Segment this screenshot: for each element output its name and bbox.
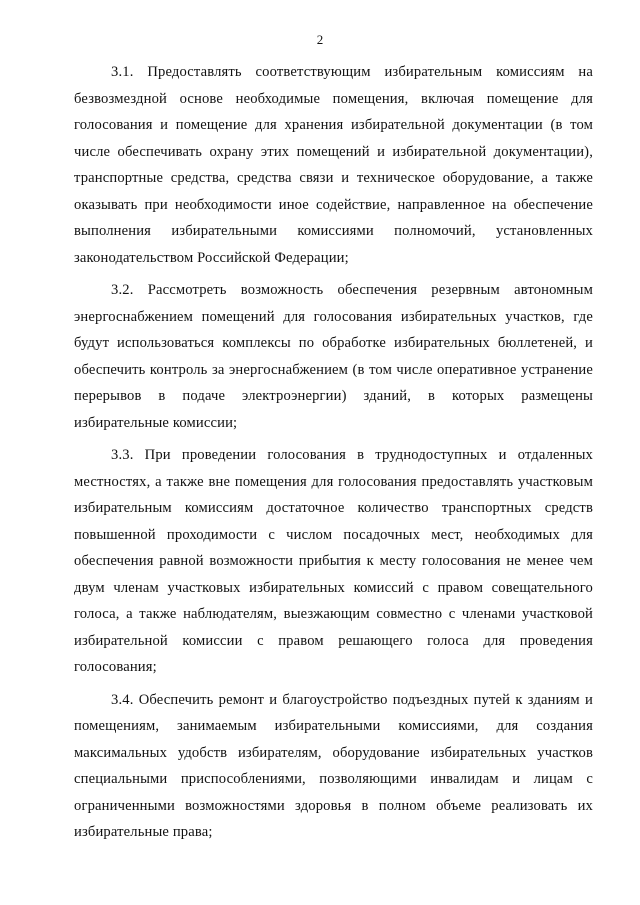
clause-3-3: 3.3. При проведении голосования в труднодоступных и отдаленных местностях, а также вне помещения для голосования предоставлять участковым избирательным комиссиям достаточное количество транспортных средств повышенной проходимости с числом посадочных мест, необходимых для обеспечения равной возможности прибытия к месту голосования не менее чем двум членам участковых избирательных комиссий с правом совещательного голоса, а также наблюдателям, выезжающим совместно с членами участковой избирательной комиссии с правом решающего голоса для проведения голосования; bbox=[74, 447, 593, 675]
page-number: 2 bbox=[316, 32, 324, 47]
document-body bbox=[74, 59, 593, 846]
clause-3-1: 3.1. Предоставлять соответствующим избирательным комиссиям на безвозмездной основе необходимые помещения, включая помещение для голосования и помещение для хранения избирательной документации (в том числе обеспечивать охрану этих помещений и избирательной документации), транспортные средства, средства связи и техническое оборудование, а также оказывать при необходимости иное содействие, направленное на обеспечение выполнения избирательными комиссиями полномочий, установленных законодательством Российской Федерации; bbox=[74, 64, 593, 266]
clause-3-2: 3.2. Рассмотреть возможность обеспечения резервным автономным энергоснабжением помещений для голосования избирательных участков, где будут использоваться комплексы по обработке избирательных бюллетеней, и обеспечить контроль за энергоснабжением (в том числе оперативное устранение перерывов в подаче электроэнергии) зданий, в которых размещены избирательные комиссии; bbox=[74, 282, 593, 431]
clause-3-4: 3.4. Обеспечить ремонт и благоустройство подъездных путей к зданиям и помещениям, занимаемым избирательными комиссиями, для создания максимальных удобств избирателям, оборудование избирательных участков специальными приспособлениями, позволяющими инвалидам и лицам с ограниченными возможностями здоровья в полном объеме реализовать их избирательные права; bbox=[74, 691, 593, 840]
